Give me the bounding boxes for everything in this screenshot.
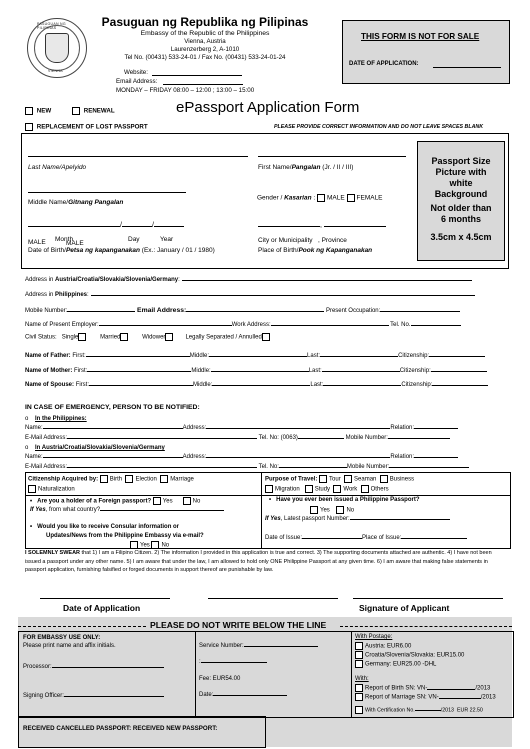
embassy-seal bbox=[27, 18, 87, 78]
checkbox-icon[interactable] bbox=[72, 107, 80, 115]
checkbox-icon[interactable] bbox=[355, 693, 363, 701]
type-lost[interactable]: REPLACEMENT OF LOST PASSPORT bbox=[25, 123, 148, 131]
emergency-ph-heading: o In the Philippines: bbox=[25, 416, 87, 422]
email-line[interactable] bbox=[163, 84, 243, 85]
last-name-line[interactable] bbox=[28, 156, 248, 157]
signature-line[interactable] bbox=[353, 598, 503, 599]
gender-male-checkbox[interactable] bbox=[317, 194, 325, 202]
dob-line[interactable]: / / bbox=[28, 222, 184, 229]
election-checkbox[interactable] bbox=[125, 475, 133, 483]
migration-checkbox[interactable] bbox=[265, 485, 273, 493]
purpose-row-1: Purpose of Travel: Tour Seaman Business bbox=[265, 476, 415, 483]
checkbox-icon[interactable] bbox=[25, 107, 33, 115]
emergency-eu-email-row: E-Mail Address: Tel. No: Mobile Number: bbox=[25, 464, 469, 470]
dob-label: Date of Birth/Petsa ng kapanganakan (Ex.: January / 01 / 1980) bbox=[28, 247, 215, 254]
date-line[interactable] bbox=[40, 598, 170, 599]
emergency-title: IN CASE OF EMERGENCY, PERSON TO BE NOTIFIED: bbox=[25, 404, 200, 411]
city-label: City or Municipality , Province bbox=[258, 237, 347, 244]
citizenship-table bbox=[25, 472, 511, 549]
embassy-table bbox=[18, 631, 514, 718]
first-name-line[interactable] bbox=[258, 156, 406, 157]
naturalization[interactable]: Naturalization bbox=[28, 485, 75, 493]
type-renewal[interactable]: RENEWAL bbox=[72, 107, 115, 115]
consular-yes-no: Yes No bbox=[130, 541, 169, 549]
gender-female-checkbox[interactable] bbox=[347, 194, 355, 202]
instruction: PLEASE PROVIDE CORRECT INFORMATION AND DO NOT LEAVE SPACES BLANK bbox=[274, 124, 484, 130]
mobile-email-occupation: Mobile Number: Email Address: Present Occupation: bbox=[25, 307, 460, 314]
separated-checkbox[interactable] bbox=[262, 333, 270, 341]
business-checkbox[interactable] bbox=[380, 475, 388, 483]
service-number-field: Service Number: bbox=[199, 643, 318, 649]
address-austria: Address in Austria/Croatia/Slovakia/Slovenia/Germany: bbox=[25, 277, 505, 283]
website-line[interactable] bbox=[152, 75, 242, 76]
not-for-sale: THIS FORM IS NOT FOR SALE bbox=[361, 32, 480, 41]
do-not-write-banner: PLEASE DO NOT WRITE BELOW THE LINE bbox=[150, 620, 327, 630]
consular-no-checkbox[interactable] bbox=[151, 541, 159, 549]
middle-name-line[interactable] bbox=[28, 192, 186, 193]
checkbox-icon[interactable] bbox=[355, 642, 363, 650]
consular-yes-checkbox[interactable] bbox=[130, 541, 138, 549]
photo-box: Passport Size Picture with white Background Not older than 6 months 3.5cm x 4.5cm bbox=[417, 141, 505, 261]
for-embassy-label: FOR EMBASSY USE ONLY: bbox=[23, 635, 101, 641]
checkbox-icon[interactable] bbox=[28, 485, 36, 493]
tour-checkbox[interactable] bbox=[319, 475, 327, 483]
consular-q: • Would you like to receive Consular information or bbox=[30, 524, 180, 530]
emergency-eu-heading: o In Austria/Croatia/Slovakia/Slovenia/Germany bbox=[25, 445, 165, 451]
report-birth: Report of Birth SN: VN- /2013 bbox=[355, 684, 490, 692]
mother-row: Name of Mother: First: Middle: Last: Citizenship: bbox=[25, 368, 487, 374]
consular-q2: Updates/News from the Philippine Embassy via e-mail? bbox=[46, 533, 204, 539]
report-marriage: Report of Marriage SN: VN- /2013 bbox=[355, 693, 496, 701]
married-checkbox[interactable] bbox=[120, 333, 128, 341]
dob-overlap-male-a: MALE bbox=[28, 239, 46, 246]
postage-label: With Postage: bbox=[355, 634, 393, 640]
pob-line[interactable]: , bbox=[258, 222, 386, 229]
form-title: ePassport Application Form bbox=[176, 99, 360, 116]
header bbox=[90, 15, 320, 61]
latest-passport: If Yes, Latest passport Number: bbox=[265, 516, 450, 522]
header-title: Pasuguan ng Republika ng Pilipinas bbox=[101, 15, 309, 29]
civil-status-row: Civil Status: Single Married Widower Legally Separated / Annulled bbox=[25, 333, 272, 341]
issued-no-checkbox[interactable] bbox=[336, 506, 344, 514]
signing-officer-field: Signing Officer: bbox=[23, 693, 164, 699]
dob-overlap-male-b: MALE bbox=[66, 240, 84, 247]
checkbox-icon[interactable] bbox=[355, 660, 363, 668]
dashed-left bbox=[18, 626, 146, 627]
single-checkbox[interactable] bbox=[78, 333, 86, 341]
dashed-right bbox=[340, 626, 512, 627]
emergency-eu-name-row: Name: Address: Relation: bbox=[25, 454, 458, 460]
widower-checkbox[interactable] bbox=[165, 333, 173, 341]
middle-name-label: Middle Name/Gitnang Pangalan bbox=[28, 199, 124, 206]
work-checkbox[interactable] bbox=[333, 485, 341, 493]
study-checkbox[interactable] bbox=[305, 485, 313, 493]
received-box bbox=[18, 716, 266, 748]
foreign-passport-q: • Are you a holder of a Foreign passport? Yes No bbox=[30, 498, 201, 505]
father-row: Name of Father: First: Middle: Last: Citizenship: bbox=[25, 353, 485, 359]
date-of-application-line[interactable] bbox=[433, 67, 501, 68]
header-embassy: Embassy of the Republic of the Philippines bbox=[140, 30, 270, 37]
checkbox-icon[interactable] bbox=[355, 651, 363, 659]
with-label: With: bbox=[355, 676, 369, 682]
gender-field: Gender / Kasarian : MALE FEMALE bbox=[257, 194, 383, 202]
oath-text: I SOLEMNLY SWEAR that 1) I am a Filipino Citizen. 2) The information I provided in this application is true and correct. 3) The supporting documents attached are authentic. 4) I have not been issued a passport under any other name. 5) I am aware that under the law, I am allowed to hold only ONE Philippine Passport at any given time. 6) I am aware that making false statements in passport application, furnishing falsified or forged documents in support thereof are punishable by law. bbox=[25, 550, 492, 573]
header-tel: Tel No. (00431) 533-24-01 / Fax No. (00431) 533-24-01-24 bbox=[124, 54, 286, 61]
issued-q: • Have you ever been issued a Philippine Passport? bbox=[269, 497, 420, 503]
postage-germany: Germany: EUR25.00 -DHL bbox=[355, 660, 436, 668]
foreign-no-checkbox[interactable] bbox=[183, 497, 191, 505]
spouse-row: Name of Spouse: First: Middle: Last: Citizenship: bbox=[25, 382, 488, 388]
address-philippines: Address in Philippines: bbox=[25, 292, 475, 298]
middle-sign-line[interactable] bbox=[208, 598, 338, 599]
dob-day-label: Day bbox=[128, 236, 140, 243]
last-name-label: Last Name/Apelyido bbox=[28, 164, 87, 171]
postage-croatia: Croatia/Slovenia/Slovakia: EUR15.00 bbox=[355, 651, 464, 659]
foreign-country: If Yes, from what country? bbox=[30, 507, 224, 513]
type-new[interactable]: NEW bbox=[25, 107, 51, 115]
shield-icon bbox=[45, 33, 69, 63]
foreign-yes-checkbox[interactable] bbox=[153, 497, 161, 505]
certification: With Certification No. /2013 EUR 22.50 bbox=[355, 706, 483, 714]
first-name-label: First Name/Pangalan (Jr. / II / III) bbox=[258, 164, 354, 171]
processor-field: Processor: bbox=[23, 664, 164, 670]
service-colon-field: : bbox=[199, 659, 267, 665]
employer-row: Name of Present Employer: Work Address: Tel. No. bbox=[25, 322, 461, 328]
date-field: Date: bbox=[199, 692, 287, 698]
office-hours: MONDAY – FRIDAY 08:00 – 12:00 ; 13:00 – 15:00 bbox=[116, 87, 255, 94]
date-of-application-label: DATE OF APPLICATION: bbox=[349, 61, 419, 67]
others-checkbox[interactable] bbox=[361, 485, 369, 493]
signature-of-applicant: Signature of Applicant bbox=[359, 603, 450, 613]
seaman-checkbox[interactable] bbox=[344, 475, 352, 483]
emergency-ph-name-row: Name: Address: Relation: bbox=[25, 425, 458, 431]
citizenship-acquired: Citizenship Acquired by: Birth Election Marriage bbox=[28, 476, 194, 483]
dob-month-label: Month bbox=[55, 236, 74, 243]
email-label: Email Address: bbox=[116, 78, 158, 85]
date-of-application: Date of Application bbox=[63, 603, 141, 613]
fee: Fee: EUR54.00 bbox=[199, 676, 241, 682]
pob-label: Place of Birth/Pook ng Kapanganakan bbox=[258, 247, 373, 254]
checkbox-icon[interactable] bbox=[355, 706, 363, 714]
postage-austria: Austria: EUR6.00 bbox=[355, 642, 411, 650]
seal-top-text: PASUGUAN NG PILIPINAS bbox=[37, 22, 66, 30]
notice-box bbox=[342, 20, 510, 84]
header-city: Vienna, Austria bbox=[184, 38, 226, 45]
birth-checkbox[interactable] bbox=[100, 475, 108, 483]
issue-date-place: Date of Issue: Place of Issue: bbox=[265, 535, 467, 541]
checkbox-icon[interactable] bbox=[355, 684, 363, 692]
dob-year-label: Year bbox=[160, 236, 174, 243]
website-label: Website: bbox=[124, 69, 148, 76]
received-label: RECEIVED CANCELLED PASSPORT: RECEIVED NEW PASSPORT: bbox=[23, 725, 218, 732]
issued-yes-checkbox[interactable] bbox=[310, 506, 318, 514]
seal-bottom-text: VIENNA bbox=[48, 69, 63, 73]
marriage-checkbox[interactable] bbox=[160, 475, 168, 483]
print-name-note: Please print name and affix initials. bbox=[23, 643, 116, 649]
checkbox-icon[interactable] bbox=[25, 123, 33, 131]
purpose-row-2: Migration Study Work Others bbox=[265, 485, 389, 493]
emergency-ph-email-row: E-Mail Address: Tel. No: (0063) Mobile Number: bbox=[25, 435, 450, 441]
header-address: Laurenzerberg 2, A-1010 bbox=[170, 46, 240, 53]
issued-yes-no: Yes No bbox=[310, 506, 354, 514]
